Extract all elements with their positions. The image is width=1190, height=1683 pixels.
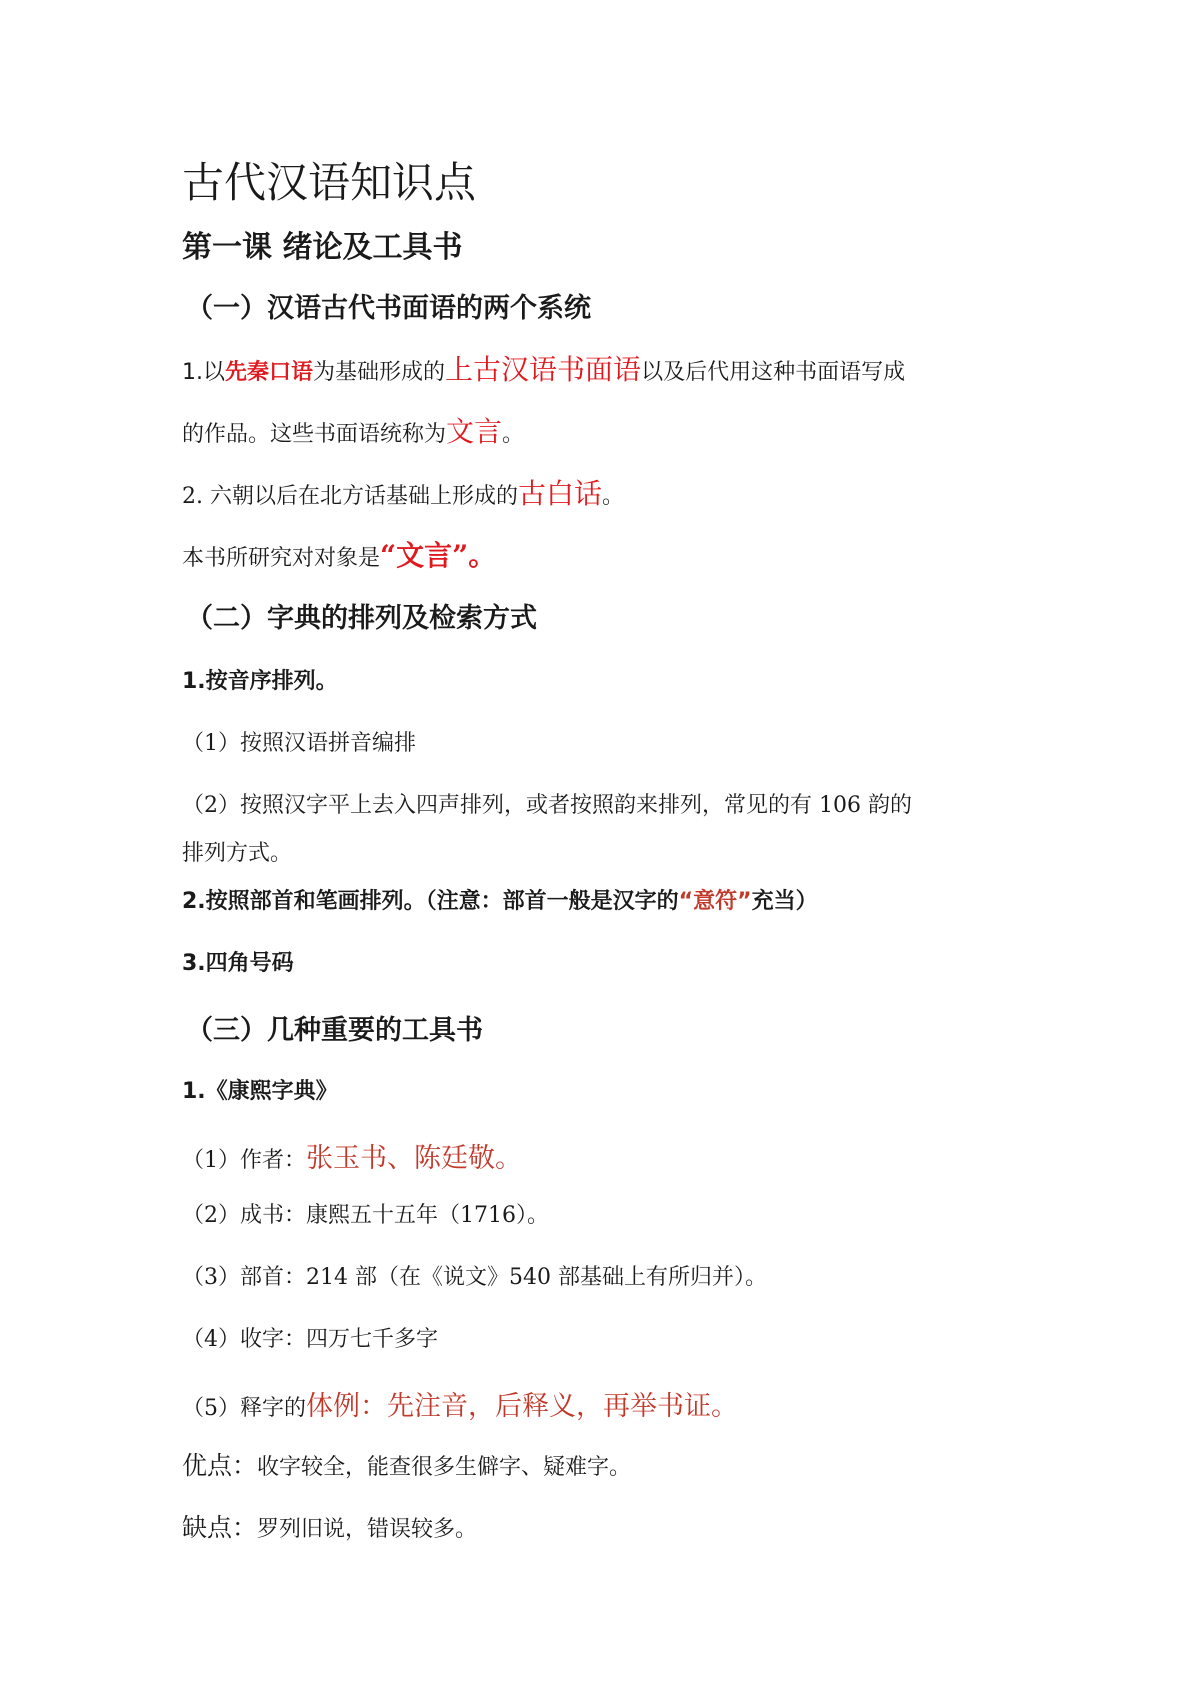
section-heading-2: （二）字典的排列及检索方式: [186, 603, 537, 634]
paragraph-1: [182, 348, 905, 388]
field-author: [182, 1136, 522, 1175]
highlight-term: 体例：先注音，后释义，再举书证。: [306, 1391, 738, 1422]
text-run: 充当）: [751, 889, 818, 914]
highlight-term: “意符”: [678, 889, 752, 914]
paragraph-number: 1.: [182, 360, 203, 385]
text-run: 为基础形成的: [313, 360, 446, 385]
list-item-3: 3.四角号码: [182, 951, 294, 976]
section-heading-1: （一）汉语古代书面语的两个系统: [186, 293, 591, 324]
page-title: 古代汉语知识点: [182, 158, 477, 207]
sub-item-2-cont: 排列方式。: [182, 841, 293, 866]
pros-text: 收字较全，能查很多生僻字、疑难字。: [257, 1455, 632, 1480]
section-heading-3: （三）几种重要的工具书: [186, 1015, 483, 1046]
highlight-term: 文言: [446, 415, 503, 448]
text-run: 2. 六朝以后在北方话基础上形成的: [182, 484, 518, 509]
field-radicals: （3）部首：214 部（在《说文》540 部基础上有所归并）。: [182, 1265, 767, 1290]
text-run: 的作品。这些书面语统称为: [182, 422, 447, 447]
text-run: 。: [502, 422, 525, 447]
highlight-term: “文言”。: [380, 539, 497, 572]
paragraph-1-cont: [182, 410, 524, 450]
sub-item-2: （2）按照汉字平上去入四声排列，或者按照韵来排列，常见的有 106 韵的: [182, 793, 912, 818]
pros-label: 优点：: [182, 1451, 258, 1480]
field-format: [182, 1384, 738, 1423]
highlight-term: 古白话: [518, 477, 603, 510]
pros: [182, 1446, 631, 1482]
sub-item-1: （1）按照汉语拼音编排: [182, 731, 416, 756]
field-characters: （4）收字：四万七千多字: [182, 1327, 438, 1352]
list-item-kangxi: 1.《康熙字典》: [182, 1079, 338, 1104]
field-label: （5）释字的: [182, 1396, 306, 1421]
list-item-1: 1.按音序排列。: [182, 669, 338, 694]
paragraph-2: [182, 472, 624, 512]
field-published: （2）成书：康熙五十五年（1716）。: [182, 1203, 549, 1228]
cons: [182, 1508, 477, 1544]
paragraph-3: [182, 534, 496, 574]
text-run: 以及后代用这种书面语写成: [641, 360, 906, 385]
field-label: （1）作者：: [182, 1148, 306, 1173]
highlight-term: 先秦口语: [225, 359, 314, 385]
highlight-term: 上古汉语书面语: [445, 353, 642, 386]
cons-text: 罗列旧说，错误较多。: [257, 1517, 478, 1542]
list-item-2: [182, 884, 818, 915]
text-run: 本书所研究对对象是: [182, 546, 381, 571]
cons-label: 缺点：: [182, 1513, 258, 1542]
text-run: 。: [602, 484, 625, 509]
lesson-title: 第一课 绪论及工具书: [182, 230, 463, 265]
text-run: 以: [203, 360, 226, 385]
text-run: 2.按照部首和笔画排列。（注意：部首一般是汉字的: [182, 889, 679, 914]
highlight-term: 张玉书、陈廷敬。: [306, 1143, 522, 1174]
